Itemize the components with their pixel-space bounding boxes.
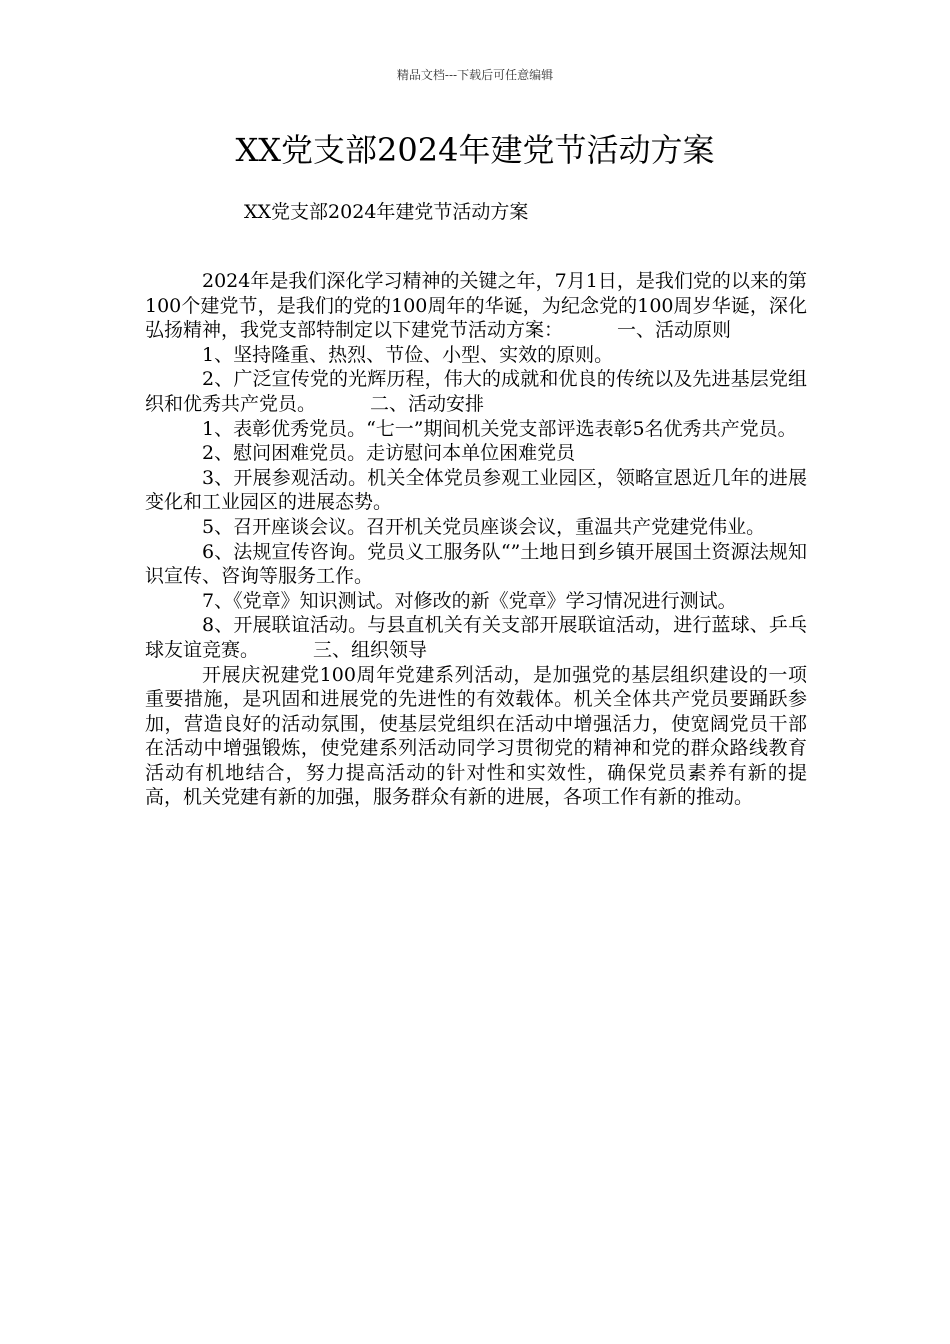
paragraph-text: 7、《党章》知识测试。对修改的新《党章》学习情况进行测试。 <box>202 589 737 612</box>
paragraph-text: 3、开展参观活动。机关全体党员参观工业园区，领略宣恩近几年的进展变化和工业园区的进展态势。 <box>145 466 807 514</box>
paragraph <box>145 441 807 466</box>
paragraph <box>145 589 807 614</box>
section-heading: 一、活动原则 <box>617 319 732 342</box>
document-subtitle: XX党支部2024年建党节活动方案 <box>244 201 529 223</box>
paragraph-text: 1、表彰优秀党员。“七一”期间机关党支部评选表彰5名优秀共产党员。 <box>202 417 797 440</box>
paragraph <box>145 540 807 589</box>
paragraph <box>145 466 807 515</box>
paragraph-text: 1、坚持隆重、热烈、节俭、小型、实效的原则。 <box>202 343 614 366</box>
paragraph-text: 2、慰问困难党员。走访慰问本单位困难党员 <box>202 442 576 465</box>
paragraph-text: 2、广泛宣传党的光辉历程，伟大的成就和优良的传统以及先进基层党组织和优秀共产党员。 <box>145 368 807 415</box>
section-heading: 三、组织领导 <box>313 638 428 661</box>
paragraph <box>145 417 807 442</box>
paragraph-text: 5、召开座谈会议。召开机关党员座谈会议，重温共产党建党伟业。 <box>202 515 766 538</box>
document-title: XX党支部2024年建党节活动方案 <box>235 131 715 169</box>
paragraph-text: 2024年是我们深化学习精神的关键之年，7月1日，是我们党的以来的第100个建党节，是我们的党的100周年的华诞，为纪念党的100周岁华诞，深化弘扬精神，我党支部特制定以下建党节活动方案： <box>145 270 807 342</box>
paragraph <box>145 613 807 662</box>
header-note: 精品文档---下载后可任意编辑 <box>396 68 554 82</box>
paragraph <box>145 343 807 368</box>
paragraph-text: 6、法规宣传咨询。党员义工服务队“”土地日到乡镇开展国土资源法规知识宣传、咨询等服务工作。 <box>145 540 807 588</box>
paragraph-text: 开展庆祝建党100周年党建系列活动，是加强党的基层组织建设的一项重要措施，是巩固和进展党的先进性的有效载体。机关全体共产党员要踊跃参加，营造良好的活动氛围，使基层党组织在活动中增强活力，使宽阔党员干部在活动中增强锻炼，使党建系列活动同学习贯彻党的精神和党的群众路线教育活动有机地结合，努力提高活动的针对性和实效性，确保党员素养有新的提高，机关党建有新的加强，服务群众有新的进展，各项工作有新的推动。 <box>145 663 807 809</box>
paragraph <box>145 269 807 343</box>
paragraph <box>145 367 807 416</box>
section-heading: 二、活动安排 <box>370 392 485 415</box>
paragraph <box>145 515 807 540</box>
paragraph-text: 8、开展联谊活动。与县直机关有关支部开展联谊活动，进行蓝球、乒乓球友谊竞赛。 <box>145 614 807 661</box>
document-body <box>145 269 807 810</box>
paragraph <box>145 663 807 811</box>
